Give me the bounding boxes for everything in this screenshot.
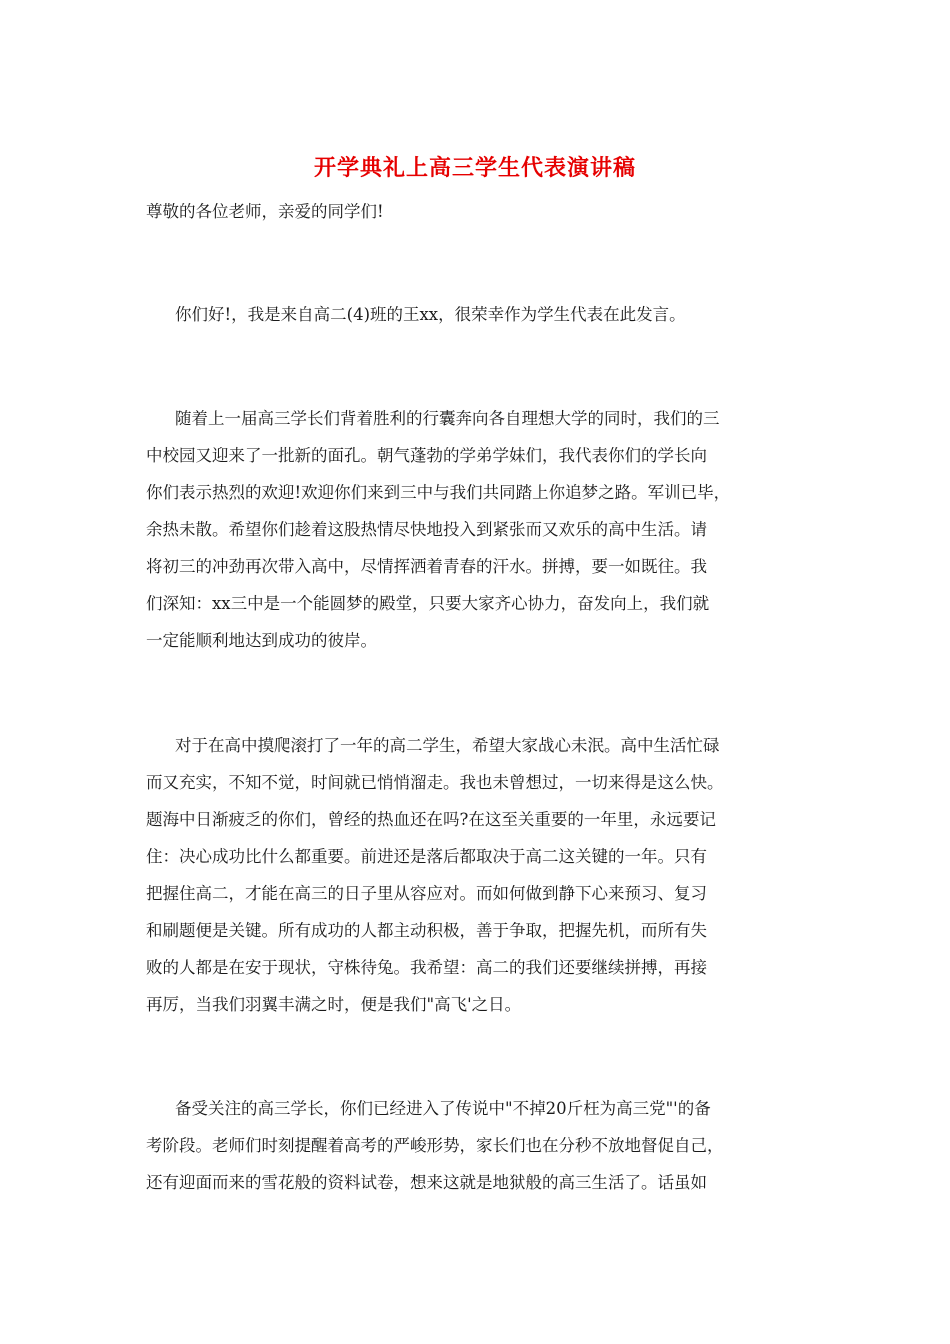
paragraph-line: 题海中日渐疲乏的你们，曾经的热血还在吗?在这至关重要的一年里，永远要记 — [146, 810, 716, 829]
paragraph-welcome-juniors — [146, 400, 806, 659]
paragraph-greeting — [146, 296, 806, 333]
paragraph-line: 备受关注的高三学长，你们已经进入了传说中"不掉20斤枉为高三党"'的备 — [175, 1099, 711, 1118]
paragraph-line: 一定能顺利地达到成功的彼岸。 — [146, 631, 377, 650]
paragraph-line: 而又充实，不知不觉，时间就已悄悄溜走。我也未曾想过，一切来得是这么快。 — [146, 773, 724, 792]
paragraph-line: 败的人都是在安于现状，守株待兔。我希望：高二的我们还要继续拼搏，再接 — [146, 958, 707, 977]
document-title: 开学典礼上高三学生代表演讲稿 — [313, 155, 636, 181]
paragraph-line: 余热未散。希望你们趁着这股热情尽快地投入到紧张而又欢乐的高中生活。请 — [146, 520, 707, 539]
paragraph-line: 和刷题便是关键。所有成功的人都主动积极，善于争取，把握先机，而所有失 — [146, 921, 707, 940]
paragraph-line: 把握住高二，才能在高三的日子里从容应对。而如何做到静下心来预习、复习 — [146, 884, 707, 903]
paragraph-line: 对于在高中摸爬滚打了一年的高二学生，希望大家战心未泯。高中生活忙碌 — [175, 736, 720, 755]
paragraph-seniors — [146, 1090, 806, 1201]
paragraph-line: 住：决心成功比什么都重要。前进还是落后都取决于高二这关键的一年。只有 — [146, 847, 707, 866]
salutation: 尊敬的各位老师，亲爱的同学们! — [146, 202, 384, 221]
paragraph-line: 将初三的冲劲再次带入高中，尽情挥洒着青春的汗水。拼搏，要一如既往。我 — [146, 557, 707, 576]
paragraph-line: 还有迎面而来的雪花般的资料试卷，想来这就是地狱般的高三生活了。话虽如 — [146, 1173, 707, 1192]
paragraph-line: 们深知：xx三中是一个能圆梦的殿堂，只要大家齐心协力，奋发向上，我们就 — [146, 594, 710, 613]
paragraph-line: 随着上一届高三学长们背着胜利的行囊奔向各自理想大学的同时，我们的三 — [175, 409, 720, 428]
paragraph-line: 考阶段。老师们时刻提醒着高考的严峻形势，家长们也在分秒不放地督促自己， — [146, 1136, 724, 1155]
paragraph-sophomores — [146, 727, 806, 1023]
paragraph-line: 你们好!，我是来自高二(4)班的王xx，很荣幸作为学生代表在此发言。 — [175, 305, 686, 324]
paragraph-line: 你们表示热烈的欢迎!欢迎你们来到三中与我们共同踏上你追梦之路。军训已毕， — [146, 483, 731, 502]
paragraph-line: 中校园又迎来了一批新的面孔。朝气蓬勃的学弟学妹们，我代表你们的学长向 — [146, 446, 707, 465]
paragraph-line: 再厉，当我们羽翼丰满之时，便是我们"高飞'之日。 — [146, 995, 522, 1014]
